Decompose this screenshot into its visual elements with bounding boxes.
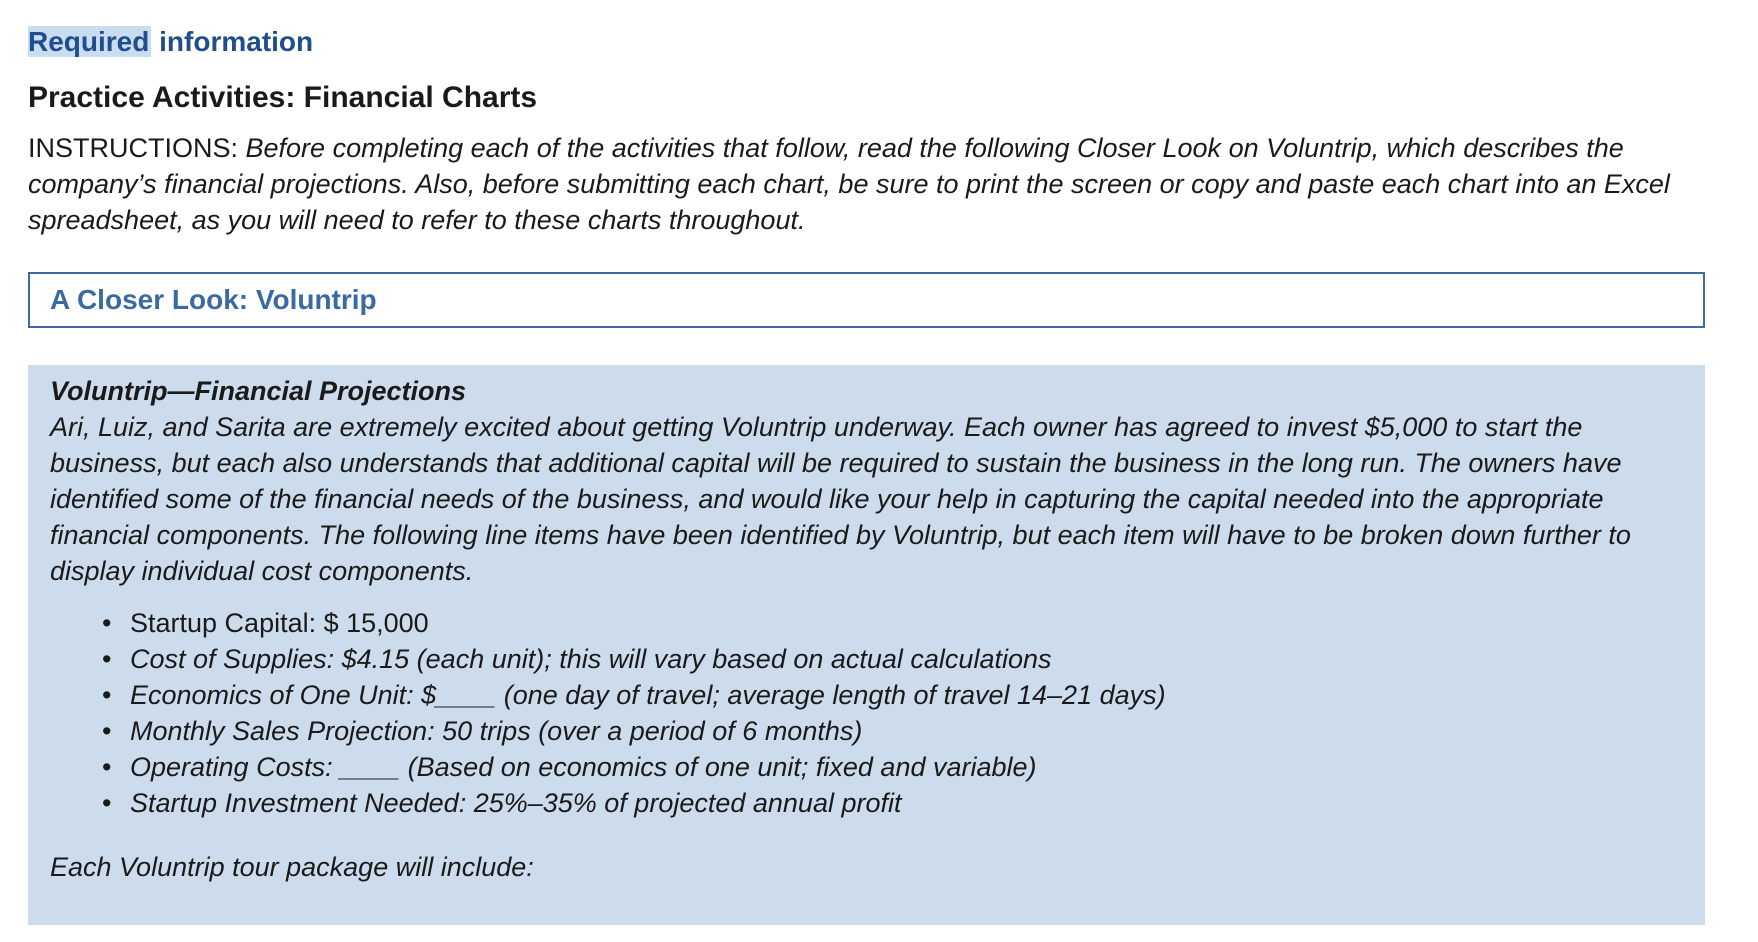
list-item-text: Startup Capital: $ 15,000 xyxy=(130,608,429,638)
instructions-paragraph xyxy=(28,130,1718,238)
tour-package-intro: Each Voluntrip tour package will include: xyxy=(50,852,534,882)
line-items-list xyxy=(50,605,1683,821)
list-item xyxy=(102,677,1683,713)
bullet-icon: • xyxy=(102,644,112,674)
list-item-text: Cost of Supplies: $4.15 (each unit); this will vary based on actual calculations xyxy=(130,644,1052,674)
closer-look-title[interactable]: A Closer Look: Voluntrip xyxy=(50,284,377,315)
financial-projections-panel xyxy=(28,365,1705,925)
list-item-text: Operating Costs: ____ (Based on economics of one unit; fixed and variable) xyxy=(130,752,1037,782)
list-item-text: Monthly Sales Projection: 50 trips (over a period of 6 months) xyxy=(130,716,863,746)
list-item xyxy=(102,749,1683,785)
required-word: Required xyxy=(28,26,150,57)
list-item xyxy=(102,785,1683,821)
list-item xyxy=(102,605,1683,641)
bullet-icon: • xyxy=(102,608,112,638)
projections-heading: Voluntrip—Financial Projections xyxy=(50,376,467,406)
instructions-label: INSTRUCTIONS: xyxy=(28,133,246,163)
bullet-icon: • xyxy=(102,680,112,710)
projections-body: Ari, Luiz, and Sarita are extremely excited about getting Voluntrip underway. Each owner has agreed to invest $5,000 to start the business, but each also understands that additional capital will be required to sustain the business in the long run. The owners have identified some of the financial needs of the business, and would like your help in capturing the capital needed into the appropriate financial components. The following line items have been identified by Voluntrip, but each item will have to be broken down further to display individual cost components. xyxy=(50,412,1631,586)
instructions-text: Before completing each of the activities that follow, read the following Closer Look on Voluntrip, which describes the company’s financial projections. Also, before submitting each chart, be sure to print the screen or copy and paste each chart into an Excel spreadsheet, as you will need to refer to these charts throughout. xyxy=(28,133,1670,235)
closer-look-box[interactable] xyxy=(28,272,1705,328)
list-item xyxy=(102,641,1683,677)
bullet-icon: • xyxy=(102,752,112,782)
list-item-text: Economics of One Unit: $____ (one day of travel; average length of travel 14–21 days) xyxy=(130,680,1166,710)
list-item-text: Startup Investment Needed: 25%–35% of projected annual profit xyxy=(130,788,902,818)
required-information-heading xyxy=(28,22,1708,62)
bullet-icon: • xyxy=(102,788,112,818)
section-title: Practice Activities: Financial Charts xyxy=(28,81,538,114)
page-content xyxy=(28,22,1708,925)
list-item xyxy=(102,713,1683,749)
bullet-icon: • xyxy=(102,716,112,746)
information-word: information xyxy=(151,26,314,57)
